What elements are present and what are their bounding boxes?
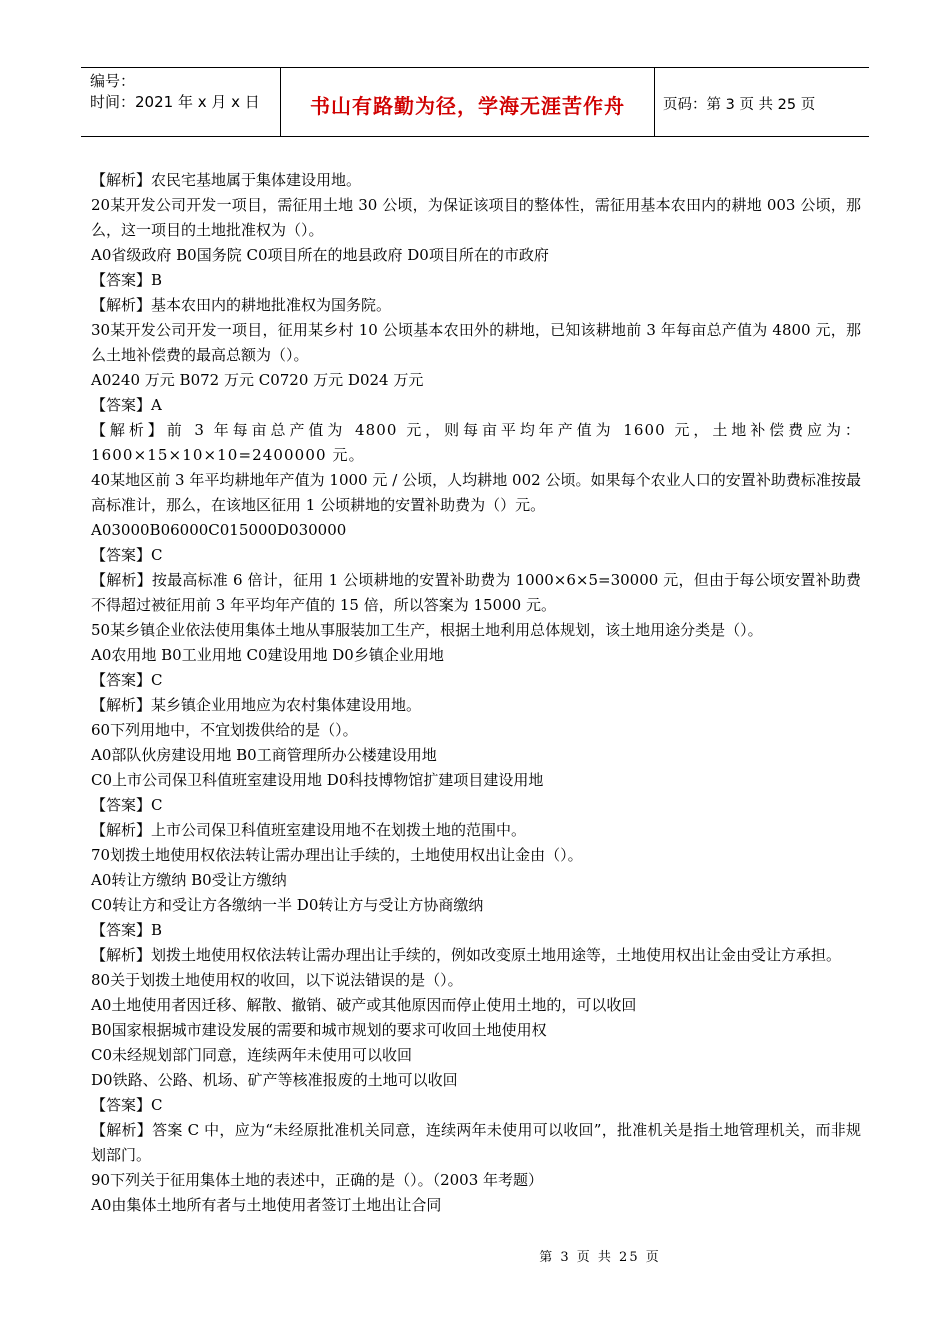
analysis-line: 【解析】前 3 年每亩总产值为 4800 元，则每亩平均年产值为 1600 元，土地补偿费应为：1600×15×10×10=2400000 元。: [91, 421, 861, 464]
document-body: [91, 168, 861, 1218]
analysis-line: 【解析】按最高标准 6 倍计，征用 1 公顷耕地的安置补助费为 1000×6×5=30000 元，但由于每公顷安置补助费不得超过被征用前 3 年平均年产值的 15 倍，所以答案为 15000 元。: [91, 571, 861, 614]
options-line: A03000B06000C015000D030000: [91, 521, 347, 539]
answer-line: 【答案】C: [91, 671, 163, 689]
options-line: D0铁路、公路、机场、矿产等核准报废的土地可以收回: [91, 1071, 458, 1089]
question-70: 70划拨土地使用权依法转让需办理出让手续的，土地使用权出让金由（）。: [91, 846, 583, 864]
options-line: A0农用地 B0工业用地 C0建设用地 D0乡镇企业用地: [91, 646, 444, 664]
options-line: A0省级政府 B0国务院 C0项目所在的地县政府 D0项目所在的市政府: [91, 246, 549, 264]
text-line: 【解析】农民宅基地属于集体建设用地。: [91, 171, 362, 189]
document-date: 时间：2021 年 x 月 x 日: [90, 93, 260, 111]
page-footer: [0, 1246, 950, 1265]
options-line: A0转让方缴纳 B0受让方缴纳: [91, 871, 287, 889]
answer-line: 【答案】C: [91, 1096, 163, 1114]
footer-page-number: 第 3 页 共 25 页: [539, 1250, 661, 1265]
analysis-line: 【解析】答案 C 中，应为“未经原批准机关同意，连续两年未使用可以收回”，批准机关是指土地管理机关，而非规划部门。: [91, 1121, 861, 1164]
header-meta: [81, 68, 281, 136]
question-60: 60下列用地中，不宜划拨供给的是（）。: [91, 721, 358, 739]
answer-line: 【答案】B: [91, 921, 163, 939]
analysis-line: 【解析】上市公司保卫科值班室建设用地不在划拨土地的范围中。: [91, 821, 527, 839]
header-motto: 书山有路勤为径，学海无涯苦作舟: [281, 68, 655, 136]
question-90: 90下列关于征用集体土地的表述中，正确的是（）。（2003 年考题）: [91, 1171, 544, 1189]
answer-line: 【答案】A: [91, 396, 162, 414]
answer-line: 【答案】B: [91, 271, 163, 289]
header-page-info: 页码：第 3 页 共 25 页: [663, 96, 816, 113]
options-line: B0国家根据城市建设发展的需要和城市规划的要求可收回土地使用权: [91, 1021, 547, 1039]
question-30: 30某开发公司开发一项目，征用某乡村 10 公顷基本农田外的耕地，已知该耕地前 3 年每亩总产值为 4800 元，那么土地补偿费的最高总额为（）。: [91, 321, 861, 364]
options-line: C0未经规划部门同意，连续两年未使用可以收回: [91, 1046, 413, 1064]
answer-line: 【答案】C: [91, 546, 163, 564]
analysis-line: 【解析】某乡镇企业用地应为农村集体建设用地。: [91, 696, 422, 714]
options-line: A0240 万元 B072 万元 C0720 万元 D024 万元: [91, 371, 424, 389]
question-40: 40某地区前 3 年平均耕地年产值为 1000 元 / 公顷，人均耕地 002 公顷。如果每个农业人口的安置补助费标准按最高标准计，那么，在该地区征用 1 公顷耕地的安置补助费为（）元。: [91, 471, 861, 514]
options-line: A0部队伙房建设用地 B0工商管理所办公楼建设用地: [91, 746, 437, 764]
options-line: C0上市公司保卫科值班室建设用地 D0科技博物馆扩建项目建设用地: [91, 771, 544, 789]
page-header: [81, 67, 869, 137]
analysis-line: 【解析】基本农田内的耕地批准权为国务院。: [91, 296, 392, 314]
question-20: 20某开发公司开发一项目，需征用土地 30 公顷，为保证该项目的整体性，需征用基本农田内的耕地 003 公顷，那么，这一项目的土地批准权为（）。: [91, 196, 861, 239]
question-80: 80关于划拨土地使用权的收回，以下说法错误的是（）。: [91, 971, 463, 989]
analysis-line: 【解析】划拨土地使用权依法转让需办理出让手续的，例如改变原土地用途等，土地使用权出让金由受让方承担。: [91, 946, 842, 964]
document-id-label: 编号：: [90, 72, 136, 90]
options-line: A0由集体土地所有者与土地使用者签订土地出让合同: [91, 1196, 442, 1214]
answer-line: 【答案】C: [91, 796, 163, 814]
options-line: C0转让方和受让方各缴纳一半 D0转让方与受让方协商缴纳: [91, 896, 484, 914]
options-line: A0土地使用者因迁移、解散、撤销、破产或其他原因而停止使用土地的，可以收回: [91, 996, 637, 1014]
question-50: 50某乡镇企业依法使用集体土地从事服装加工生产，根据土地利用总体规划，该土地用途分类是（）。: [91, 621, 763, 639]
